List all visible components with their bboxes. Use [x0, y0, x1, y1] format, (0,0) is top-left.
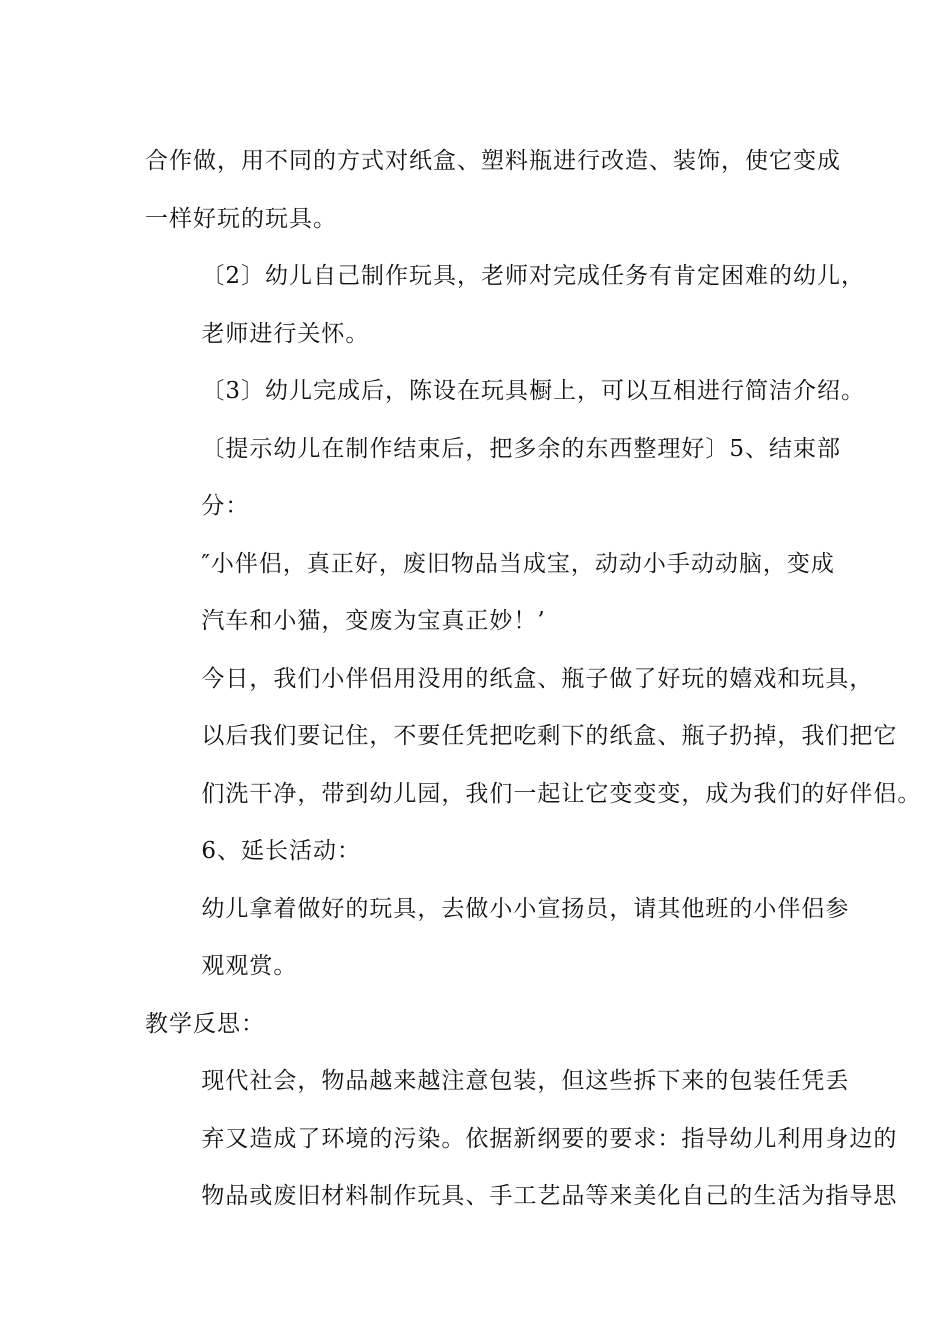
- paragraph: [145, 363, 865, 421]
- text-line: 物品或废旧材料制作玩具、手工艺品等来美化自己的生活为指导思: [201, 1183, 898, 1209]
- text-line: 现代社会，物品越来越注意包装，但这些拆下来的包装任凭丢: [201, 1068, 850, 1094]
- paragraph: [145, 823, 825, 881]
- text-line: 6、延长活动：: [201, 838, 361, 864]
- text-line: 幼儿拿着做好的玩具，去做小小宣扬员，请其他班的小伴侣参: [201, 895, 850, 922]
- paragraph: [145, 881, 850, 996]
- text-line: 一样好玩的玩具。: [145, 205, 337, 232]
- paragraph: [145, 421, 841, 536]
- text-line: 们洗干净，带到幼儿园，我们一起让它变变变，成为我们的好伴侣。: [201, 780, 922, 807]
- text-line: 〔2〕幼儿自己制作玩具，老师对完成任务有肯定困难的幼儿，: [201, 263, 865, 289]
- text-line: 合作做，用不同的方式对纸盒、塑料瓶进行改造、装饰，使它变成: [145, 148, 841, 174]
- text-line: 〔提示幼儿在制作结束后，把多余的东西整理好〕5、结束部: [201, 435, 841, 462]
- text-line: 教学反思：: [145, 1010, 265, 1037]
- text-line: 分：: [201, 493, 250, 519]
- document-body: [145, 133, 922, 1226]
- text-line: 以后我们要记住，不要任凭把吃剩下的纸盒、瓶子扔掉，我们把它: [201, 723, 898, 749]
- paragraph: [145, 651, 922, 824]
- text-line: 观观赏。: [201, 953, 298, 979]
- text-line: ″小伴侣，真正好，废旧物品当成宝，动动小手动动脑，变成: [201, 550, 835, 577]
- text-line: 今日，我们小伴侣用没用的纸盒、瓶子做了好玩的嬉戏和玩具，: [201, 665, 874, 692]
- text-line: 老师进行关怀。: [201, 320, 370, 347]
- text-line: 弃又造成了环境的污染。依据新纲要的要求：指导幼儿利用身边的: [201, 1125, 898, 1152]
- paragraph: [145, 1053, 898, 1226]
- text-line: 汽车和小猫，变废为宝真正妙！’: [201, 608, 546, 634]
- paragraph: [145, 536, 835, 651]
- paragraph: [145, 996, 825, 1054]
- paragraph: [145, 248, 865, 363]
- paragraph: [145, 133, 841, 248]
- text-line: 〔3〕幼儿完成后，陈设在玩具橱上，可以互相进行简洁介绍。: [201, 378, 865, 404]
